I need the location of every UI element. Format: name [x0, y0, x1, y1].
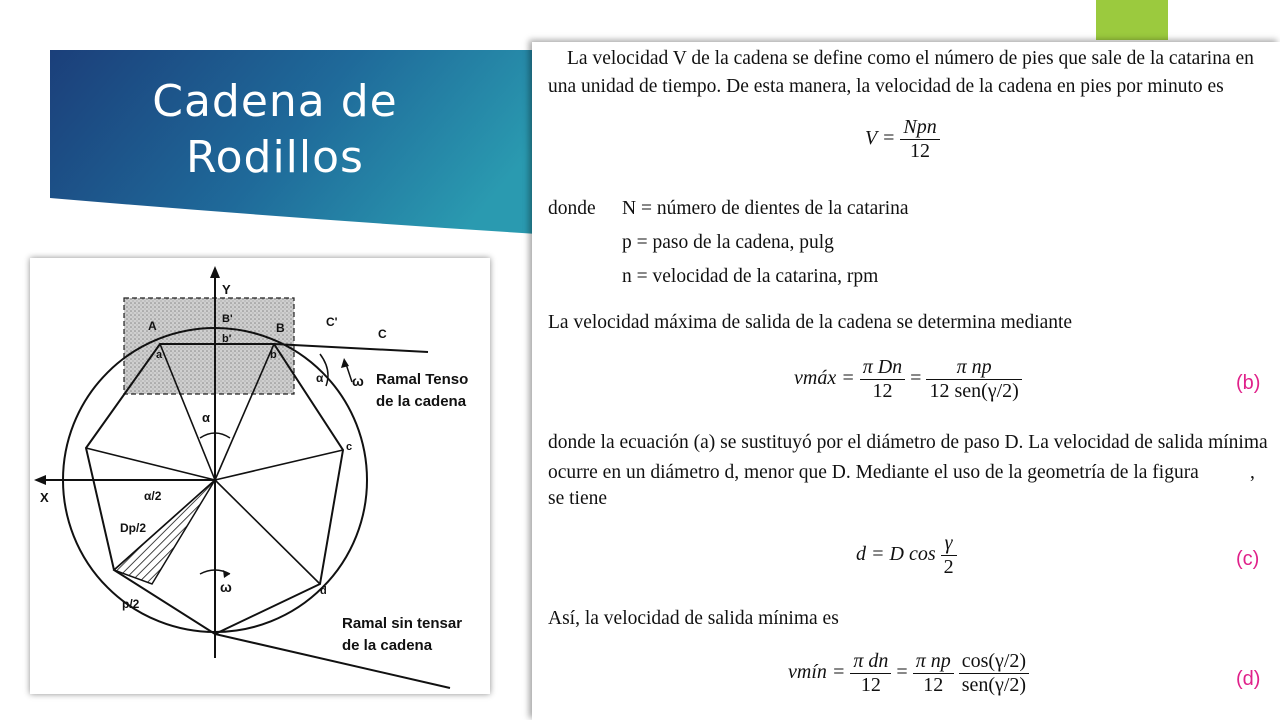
eq-b-den-2: 12 sen(γ/2): [929, 380, 1019, 402]
point-C-prime: C': [326, 315, 338, 329]
x-axis-label: X: [40, 490, 49, 505]
pitch-half-label: p/2: [122, 597, 140, 611]
equation-d: vmín = $\frac{\text{π dn}}{12}$ = $\frac{\text{π np}}{12}$ $\frac{\cos(\gamma/2)}{\text{sen(γ/2)}}$: [788, 650, 1029, 697]
alpha-label-right: α: [316, 371, 324, 385]
definition-p: p = paso de la cadena, pulg: [622, 232, 834, 253]
eq-d-num-2: π np: [913, 650, 954, 674]
title-line-1: Cadena de: [152, 76, 398, 127]
tight-strand: [274, 344, 428, 352]
eq-d-lhs: vmín =: [788, 661, 846, 684]
eq-d-den-1: 12: [860, 674, 881, 696]
eq-d-num-3: cos(γ/2): [959, 650, 1029, 674]
omega-bottom-label: ω: [220, 579, 232, 595]
definition-n: n = velocidad de la catarina, rpm: [622, 266, 879, 287]
y-axis-label: Y: [222, 282, 231, 297]
ramal-tenso-line-2: de la cadena: [376, 393, 467, 410]
eq-b-den-1: 12: [872, 380, 893, 402]
ramal-sin-tensar-line-1: Ramal sin tensar: [342, 615, 463, 632]
eq1-denominator: 12: [910, 140, 931, 162]
accent-tab: [1096, 0, 1168, 40]
scanned-text-panel: [532, 42, 1280, 720]
paragraph-4: Así, la velocidad de salida mínima es: [548, 608, 839, 629]
point-b: b: [270, 349, 277, 361]
equation-velocity: [865, 116, 940, 163]
alpha-half-label: α/2: [144, 489, 162, 503]
pitch-diameter-half-label: Dp/2: [120, 521, 147, 535]
point-B-prime: B': [222, 313, 233, 325]
eq-b-num-2: π np: [926, 356, 1021, 380]
eq-d-den-2: 12: [923, 674, 944, 696]
slide-title: [90, 74, 460, 186]
paragraph-3-comma: ,: [1250, 462, 1255, 483]
paragraph-3-line-3: se tiene: [548, 488, 608, 509]
eq-c-lhs: d = D cos: [856, 543, 936, 566]
eq-b-lhs: vmáx =: [794, 367, 855, 390]
point-A: A: [148, 319, 157, 333]
eq-c-num: γ: [941, 532, 957, 556]
paragraph-1-line-2: una unidad de tiempo. De esta manera, la velocidad de la cadena en pies por minuto es: [548, 76, 1224, 97]
equation-c: [856, 532, 957, 579]
point-B: B: [276, 321, 285, 335]
title-line-2: Rodillos: [186, 132, 364, 183]
link-plate: [124, 298, 294, 394]
point-C: C: [378, 327, 387, 341]
paragraph-1-line-1: La velocidad V de la cadena se define como el número de pies que sale de la catarina en: [567, 48, 1254, 69]
ramal-tenso-line-1: Ramal Tenso: [376, 371, 469, 388]
eq1-numerator: Npn: [900, 116, 939, 140]
point-d: d: [320, 585, 327, 597]
paragraph-3-line-1: donde la ecuación (a) se sustituyó por el diámetro de paso D. La velocidad de salida mínima: [548, 432, 1268, 453]
eq1-lhs: V =: [865, 127, 896, 150]
eq-c-den: 2: [943, 556, 954, 578]
equation-d-tag: (d): [1236, 668, 1261, 690]
definition-N: N = número de dientes de la catarina: [622, 198, 909, 219]
donde-label: donde: [548, 198, 596, 219]
point-a: a: [156, 349, 163, 361]
eq-b-num-1: π Dn: [860, 356, 905, 380]
alpha-label: α: [202, 410, 210, 425]
omega-right-label: ω: [352, 373, 364, 389]
point-c: c: [346, 441, 353, 453]
ramal-sin-tensar-line-2: de la cadena: [342, 637, 433, 654]
equation-c-tag: (c): [1236, 548, 1260, 570]
paragraph-2: La velocidad máxima de salida de la cadena se determina mediante: [548, 312, 1073, 333]
paragraph-3-line-2: ocurre en un diámetro d, menor que D. Mediante el uso de la geometría de la figura: [548, 462, 1199, 483]
eq-d-den-3: sen(γ/2): [961, 674, 1027, 696]
eq-d-num-1: π dn: [850, 650, 891, 674]
equation-b-tag: (b): [1236, 372, 1261, 394]
equation-b: vmáx = $\frac{\text{π Dn}}{12}$ = $\frac{\text{π np}}{\text{12 sen(γ/2)}}$: [794, 356, 1022, 403]
point-b-prime: b': [222, 333, 232, 345]
chain-geometry-figure: [30, 258, 490, 694]
